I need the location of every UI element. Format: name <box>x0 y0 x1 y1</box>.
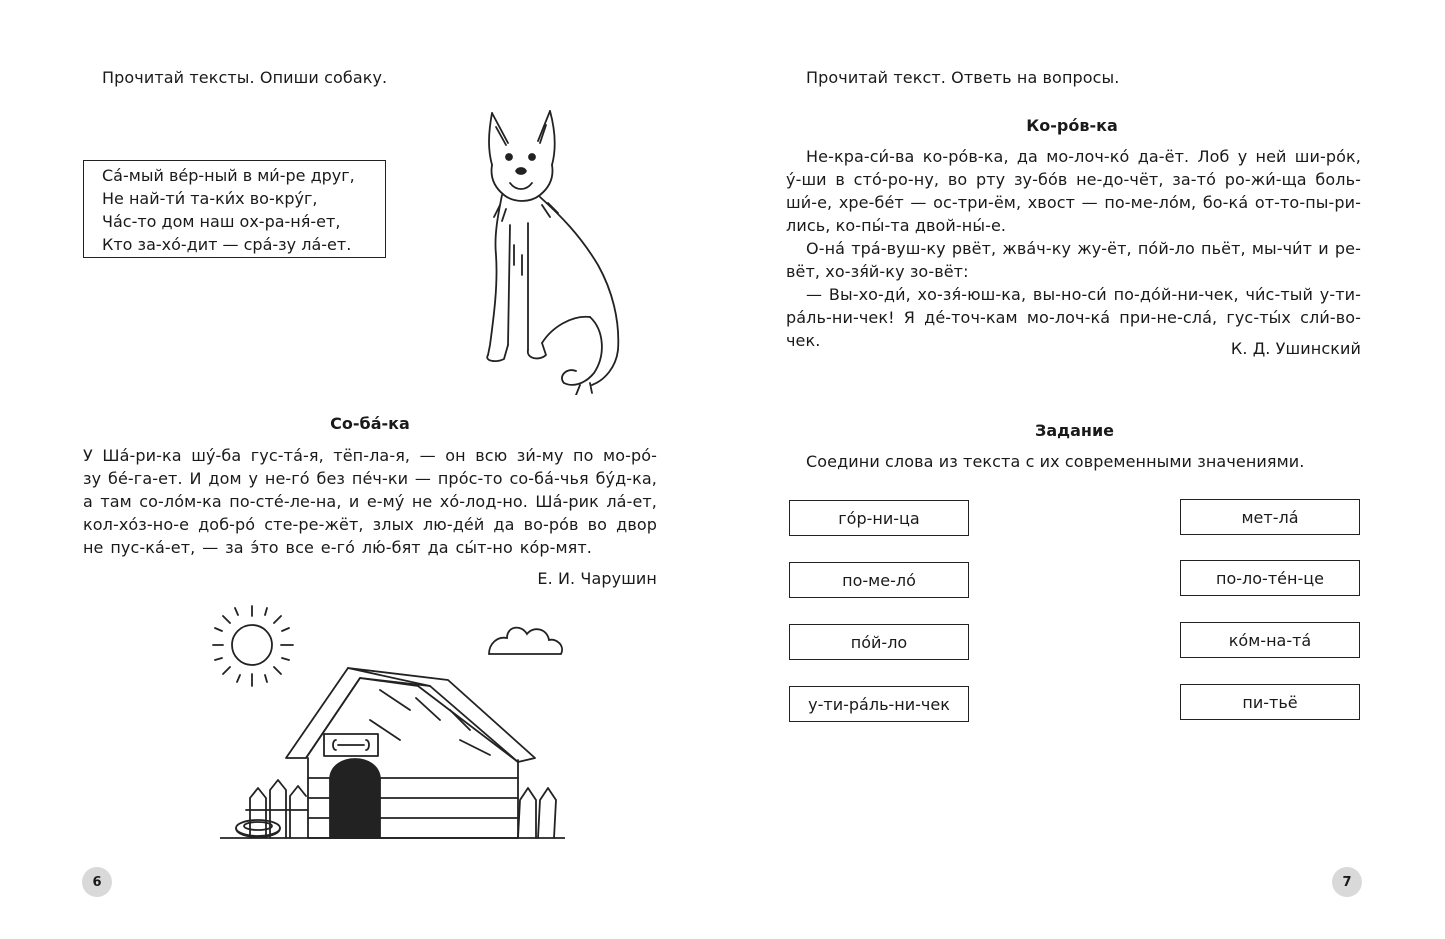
cow-story-line: — Вы-хо-ди́, хо-зя́-юш-ка, вы-но-си́ по-до́й-ни-чек, чи́с-тый у-ти- <box>806 285 1361 304</box>
cow-story-line: у́-ши в сто́-ро-ну, во рту зу-бо́в не-до-чёт, за-то́ ро-жи́-ща боль- <box>786 170 1361 189</box>
page-number: 6 <box>82 867 112 897</box>
task-text: Соедини слова из текста с их современными значениями. <box>806 452 1305 471</box>
cloud-icon <box>485 618 565 658</box>
cow-story-line: лись, ко-пы́-та двой-ны́-е. <box>786 216 1007 235</box>
dog-story-title: Со-ба́-ка <box>330 414 410 433</box>
poem-box <box>83 160 386 258</box>
old-word-box[interactable]: по-ме-ло́ <box>789 562 969 598</box>
cow-story-title: Ко-ро́в-ка <box>1026 116 1118 135</box>
right-page <box>722 0 1445 939</box>
left-instruction: Прочитай тексты. Опиши собаку. <box>102 68 388 87</box>
modern-word-box[interactable]: мет-ла́ <box>1180 499 1360 535</box>
old-word-box[interactable]: у-ти-ра́ль-ни-чек <box>789 686 969 722</box>
dog-story-author: Е. И. Чарушин <box>537 569 657 588</box>
modern-word-box[interactable]: по-ло-те́н-це <box>1180 560 1360 596</box>
cow-story-line: О-на́ тра́-вуш-ку рвёт, жва́ч-ку жу-ёт, по́й-ло пьёт, мы-чи́т и ре- <box>806 239 1361 258</box>
dog-story-line: зу бе́-га-ет. И дом у не-го́ без пе́ч-ки — про́с-то со-ба́-чья бу́д-ка, <box>83 469 657 488</box>
modern-word-box[interactable]: пи-тьё <box>1180 684 1360 720</box>
poem-line: Са́-мый ве́р-ный в ми́-ре друг, <box>102 166 355 185</box>
dog-illustration <box>480 105 630 395</box>
left-page <box>0 0 722 939</box>
cow-story-line: ра́ль-ни-чек! Я де́-точ-кам мо-лоч-ка́ при-не-сла́, гус-ты́х сли́-во-чек. <box>786 308 1361 350</box>
poem-line: Ча́с-то дом наш ох-ра-ня́-ет, <box>102 212 341 231</box>
cow-story-line: ши́-е, хре-бе́т — ос-три-ём, хвост — по-ме-ло́м, бо-ка́ от-то-пы-ри- <box>786 193 1361 212</box>
cow-story-line: вёт, хо-зя́й-ку зо-вёт: <box>786 262 969 281</box>
old-word-box[interactable]: по́й-ло <box>789 624 969 660</box>
page-number: 7 <box>1332 867 1362 897</box>
poem-line: Не най-ти́ та-ки́х во-кру́г, <box>102 189 318 208</box>
old-word-box[interactable]: го́р-ни-ца <box>789 500 969 536</box>
dog-story-line: кол-хо́з-но-е доб-ро́ сте-ре-жёт, злых лю-де́й да во-ро́в во двор <box>83 515 657 534</box>
dog-story-line: не пус-ка́-ет, — за э́то все е-го́ лю́-бят да сы́т-но ко́р-мят. <box>83 538 592 557</box>
task-title: Задание <box>1035 421 1114 440</box>
dog-story-line: У Ша́-ри-ка шу́-ба гус-та́-я, тёп-ла-я, — он всю зи́-му по мо-ро́- <box>83 446 657 465</box>
cow-story-line: Не-кра-си́-ва ко-ро́в-ка, да мо-лоч-ко́ да-ёт. Лоб у ней ши-ро́к, <box>806 147 1361 166</box>
right-instruction: Прочитай текст. Ответь на вопросы. <box>806 68 1120 87</box>
poem-line: Кто за-хо́-дит — сра́-зу ла́-ет. <box>102 235 352 254</box>
cow-story-author: К. Д. Ушинский <box>1230 339 1361 358</box>
dog-story-line: а там со-ло́м-ка по-сте́-ле-на, и е-му́ не хо́-лод-но. Ша́-рик ла́-ет, <box>83 492 657 511</box>
doghouse-illustration <box>220 660 565 845</box>
modern-word-box[interactable]: ко́м-на-та́ <box>1180 622 1360 658</box>
